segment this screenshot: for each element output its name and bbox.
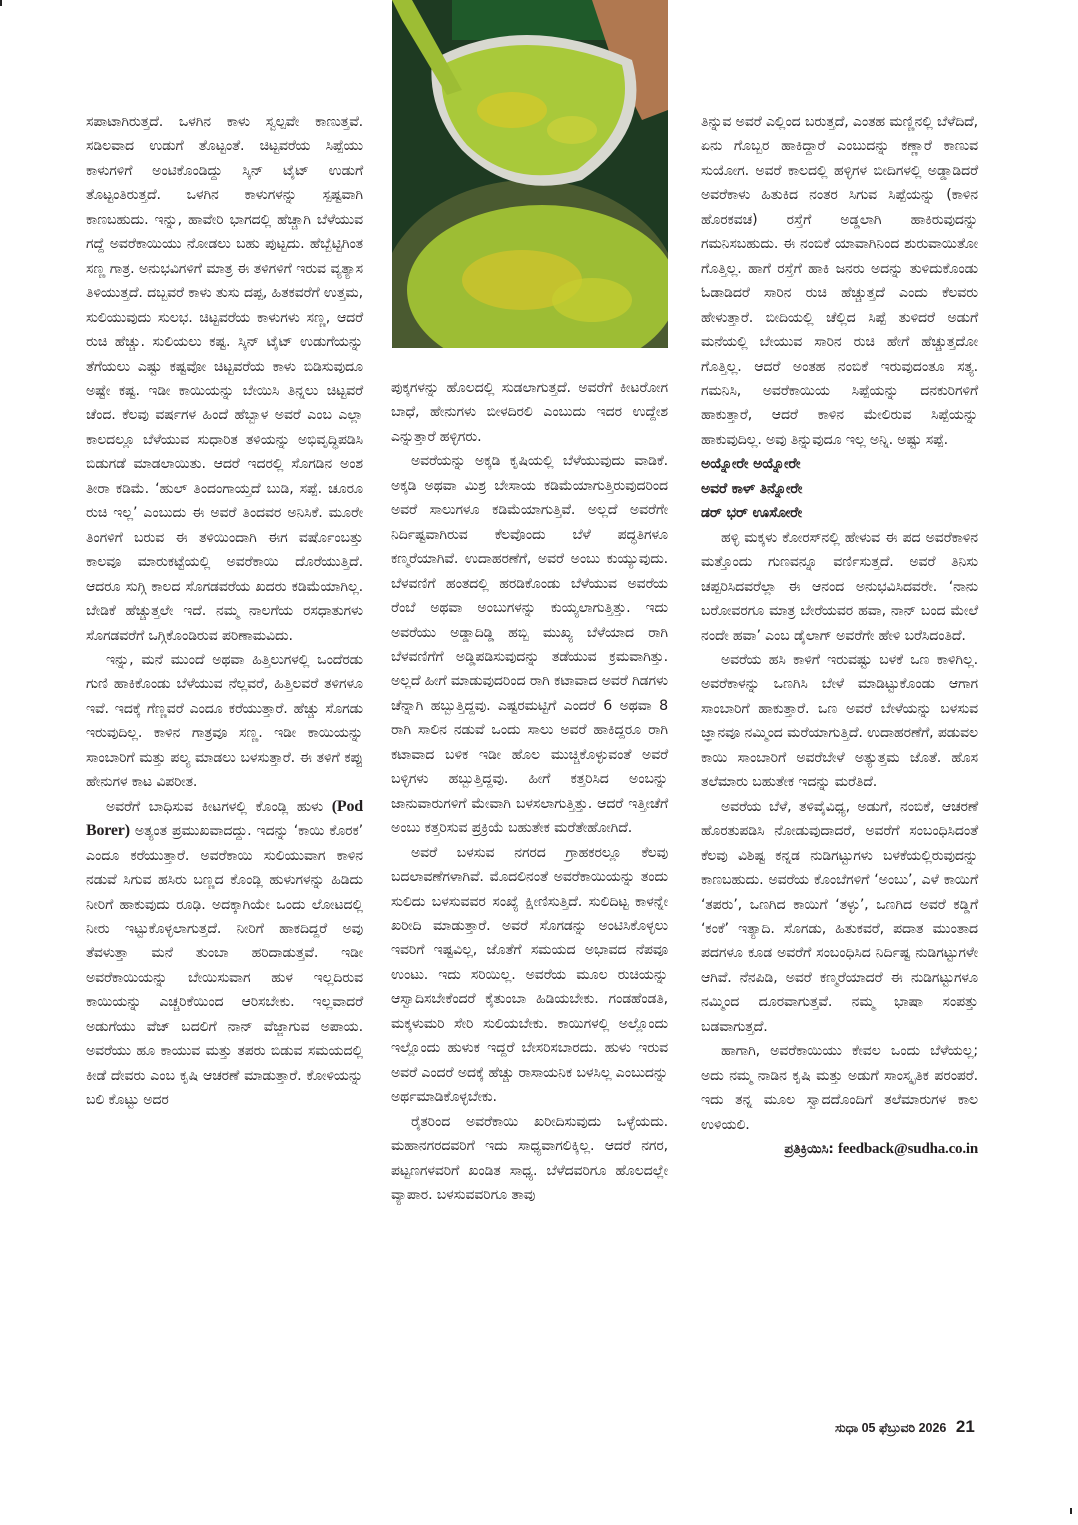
paragraph: ರೈತರಿಂದ ಅವರೆಕಾಯಿ ಖರೀದಿಸುವುದು ಒಳ್ಳೆಯದು. ಮಹಾನಗರದವರಿಗೆ ಇದು ಸಾಧ್ಯವಾಗಲಿಕ್ಕಿಲ್ಲ. ಆದರೆ ನಗರ, ಪಟ್ಟಣಗಳವರಿಗೆ ಖಂಡಿತ ಸಾಧ್ಯ. ಬೆಳೆದವರಿಗೂ ಹೊಲದಲ್ಲೇ ವ್ಯಾಪಾರ. ಬಳಸುವವರಿಗೂ ತಾವು: [391, 1113, 668, 1203]
article-column-2: [391, 376, 668, 1207]
verse-line: ಅಯ್ನೋರೇ ಅಯ್ನೋರೇ: [701, 456, 801, 473]
latin-term: (Pod Borer): [86, 797, 363, 840]
paragraph: ಸಪಾಟಾಗಿರುತ್ತದೆ. ಒಳಗಿನ ಕಾಳು ಸ್ವಲ್ಪವೇ ಕಾಣುತ್ತವೆ. ಸಡಿಲವಾದ ಉಡುಗೆ ತೊಟ್ಟಂತೆ. ಚಿಟ್ಟವರೆಯ ಸಿಪ್ಪೆಯು ಕಾಳುಗಳಿಗೆ ಅಂಟಿಕೊಂಡಿದ್ದು ಸ್ಕಿನ್ ಟೈಟ್ ಉಡುಗೆ ತೊಟ್ಟಂತಿರುತ್ತದೆ. ಒಳಗಿನ ಕಾಳುಗಳನ್ನು ಸ್ಪಷ್ಟವಾಗಿ ಕಾಣಬಹುದು. ಇನ್ನು, ಹಾವೇರಿ ಭಾಗದಲ್ಲಿ ಹೆಚ್ಚಾಗಿ ಬೆಳೆಯುವ ಗದ್ದೆ ಅವರೆಕಾಯಿಯು ನೋಡಲು ಬಹು ಪುಟ್ಟದು. ಹೆಬ್ಬೆಟ್ಟಿಗಿಂತ ಸಣ್ಣ ಗಾತ್ರ. ಅನುಭವಿಗಳಿಗೆ ಮಾತ್ರ ಈ ತಳಿಗಳಿಗೆ ಇರುವ ವ್ಯತ್ಯಾಸ ತಿಳಿಯುತ್ತದೆ. ದಬ್ಬವರೆ ಕಾಳು ತುಸು ದಪ್ಪ, ಹಿತಕವರೆಗೆ ಉತ್ತಮ, ಸುಲಿಯುವುದು ಸುಲಭ. ಚಿಟ್ಟವರೆಯ ಕಾಳುಗಳು ಸಣ್ಣ, ಆದರೆ ರುಚಿ ಹೆಚ್ಚು. ಸುಲಿಯಲು ಕಷ್ಟ. ಸ್ಕಿನ್ ಟೈಟ್ ಉಡುಗೆಯನ್ನು ತೆಗೆಯಲು ಎಷ್ಟು ಕಷ್ಟವೋ ಚಿಟ್ಟವರೆಯ ಕಾಳು ಬಿಡಿಸುವುದೂ ಅಷ್ಟೇ ಕಷ್ಟ. ಇಡೀ ಕಾಯಿಯನ್ನು ಬೇಯಿಸಿ ತಿನ್ನಲು ಚಿಟ್ಟವರೆ ಚೆಂದ. ಕೆಲವು ವರ್ಷಗಳ ಹಿಂದೆ ಹೆಬ್ಬಾಳ ಅವರೆ ಎಂಬ ಎಲ್ಲಾ ಕಾಲದಲ್ಲೂ ಬೆಳೆಯುವ ಸುಧಾರಿತ ತಳಿಯನ್ನು ಅಭಿವೃದ್ಧಿಪಡಿಸಿ ಬಿಡುಗಡೆ ಮಾಡಲಾಯಿತು. ಆದರೆ ಇದರಲ್ಲಿ ಸೊಗಡಿನ ಅಂಶ ತೀರಾ ಕಡಿಮೆ. ‘ಹುಲ್ ತಿಂದಂಗಾಯ್ತದೆ ಬುಡಿ, ಸಪ್ಪೆ. ಚೂರೂ ರುಚಿ ಇಲ್ಲ’ ಎಂಬುದು ಈ ಅವರೆ ತಿಂದವರ ಅನಿಸಿಕೆ. ಮೂರೇ ತಿಂಗಳಿಗೆ ಬರುವ ಈ ತಳಿಯಿಂದಾಗಿ ಈಗ ವರ್ಷೊಂಬತ್ತು ಕಾಲವೂ ಮಾರುಕಟ್ಟೆಯಲ್ಲಿ ಅವರೆಕಾಯಿ ದೊರೆಯುತ್ತಿದೆ. ಆದರೂ ಸುಗ್ಗಿ ಕಾಲದ ಸೊಗಡವರೆಯ ಖದರು ಕಡಿಮೆಯಾಗಿಲ್ಲ. ಬೇಡಿಕೆ ಹೆಚ್ಚುತ್ತಲೇ ಇದೆ. ನಮ್ಮ ನಾಲಗೆಯ ರಸಧಾತುಗಳು ಸೊಗಡವರೆಗೆ ಒಗ್ಗಿಕೊಂಡಿರುವ ಪರಿಣಾಮವಿದು.: [86, 114, 363, 644]
paragraph: [86, 795, 363, 1113]
paragraph: ತಿನ್ನುವ ಅವರೆ ಎಲ್ಲಿಂದ ಬರುತ್ತದೆ, ಎಂತಹ ಮಣ್ಣಿನಲ್ಲಿ ಬೆಳೆದಿದೆ, ಏನು ಗೊಬ್ಬರ ಹಾಕಿದ್ದಾರೆ ಎಂಬುದನ್ನು ಕಣ್ಣಾರೆ ಕಾಣುವ ಸುಯೋಗ. ಅವರೆ ಕಾಲದಲ್ಲಿ ಹಳ್ಳಿಗಳ ಬೀದಿಗಳಲ್ಲಿ ಅಡ್ಡಾಡಿದರೆ ಅವರೆಕಾಳು ಹಿತುಕಿದ ನಂತರ ಸಿಗುವ ಸಿಪ್ಪೆಯನ್ನು (ಕಾಳಿನ ಹೊರಕವಚ) ರಸ್ತೆಗೆ ಅಡ್ಡಲಾಗಿ ಹಾಕಿರುವುದನ್ನು ಗಮನಿಸಬಹುದು. ಈ ನಂಬಿಕೆ ಯಾವಾಗಿನಿಂದ ಶುರುವಾಯಿತೋ ಗೊತ್ತಿಲ್ಲ. ಹಾಗೆ ರಸ್ತೆಗೆ ಹಾಕಿ ಜನರು ಅದನ್ನು ತುಳಿದುಕೊಂಡು ಓಡಾಡಿದರೆ ಸಾರಿನ ರುಚಿ ಹೆಚ್ಚುತ್ತದೆ ಎಂದು ಕೆಲವರು ಹೇಳುತ್ತಾರೆ. ಬೀದಿಯಲ್ಲಿ ಚೆಲ್ಲಿದ ಸಿಪ್ಪೆ ತುಳಿದರೆ ಅಡುಗೆ ಮನೆಯಲ್ಲಿ ಬೇಯುವ ಸಾರಿನ ರುಚಿ ಹೇಗೆ ಹೆಚ್ಚುತ್ತದೋ ಗೊತ್ತಿಲ್ಲ. ಆದರೆ ಅಂತಹ ನಂಬಿಕೆ ಇರುವುದಂತೂ ಸತ್ಯ. ಗಮನಿಸಿ, ಅವರೆಕಾಯಿಯ ಸಿಪ್ಪೆಯನ್ನು ದನಕುರಿಗಳಿಗೆ ಹಾಕುತ್ತಾರೆ, ಆದರೆ ಕಾಳಿನ ಮೇಲಿರುವ ಸಿಪ್ಪೆಯನ್ನು ಹಾಕುವುದಿಲ್ಲ. ಅವು ತಿನ್ನುವುದೂ ಇಲ್ಲ ಅನ್ನಿ. ಅಷ್ಟು ಸಪ್ಪೆ.: [701, 114, 978, 448]
paragraph: ಅವರೆಯನ್ನು ಅಕ್ಕಡಿ ಕೃಷಿಯಲ್ಲಿ ಬೆಳೆಯುವುದು ವಾಡಿಕೆ. ಅಕ್ಕಡಿ ಅಥವಾ ಮಿಶ್ರ ಬೇಸಾಯ ಕಡಿಮೆಯಾಗುತ್ತಿರುವುದರಿಂದ ಅವರೆ ಸಾಲುಗಳೂ ಕಡಿಮೆಯಾಗುತ್ತಿವೆ. ಅಲ್ಲದೆ ಅವರೆಗೇ ನಿರ್ದಿಷ್ಟವಾಗಿರುವ ಕೆಲವೊಂದು ಬೆಳೆ ಪದ್ಧತಿಗಳೂ ಕಣ್ಮರೆಯಾಗಿವೆ. ಉದಾಹರಣೆಗೆ, ಅವರೆ ಅಂಬು ಕುಯ್ಯುವುದು. ಬೆಳವಣಿಗೆ ಹಂತದಲ್ಲಿ ಹರಡಿಕೊಂಡು ಬೆಳೆಯುವ ಅವರೆಯ ರೆಂಬೆ ಅಥವಾ ಅಂಬುಗಳನ್ನು ಕುಯ್ಯಲಾಗುತ್ತಿತ್ತು. ಇದು ಅವರೆಯು ಅಡ್ಡಾದಿಡ್ಡಿ ಹಬ್ಬಿ ಮುಖ್ಯ ಬೆಳೆಯಾದ ರಾಗಿ ಬೆಳವಣಿಗೆಗೆ ಅಡ್ಡಿಪಡಿಸುವುದನ್ನು ತಡೆಯುವ ಕ್ರಮವಾಗಿತ್ತು. ಅಲ್ಲದೆ ಹೀಗೆ ಮಾಡುವುದರಿಂದ ರಾಗಿ ಕಟಾವಾದ ಅವರೆ ಗಿಡಗಳು ಚೆನ್ನಾಗಿ ಹಬ್ಬುತ್ತಿದ್ದವು. ಎಷ್ಟರಮಟ್ಟಿಗೆ ಎಂದರೆ 6 ಅಥವಾ 8 ರಾಗಿ ಸಾಲಿನ ನಡುವೆ ಒಂದು ಸಾಲು ಅವರೆ ಹಾಕಿದ್ದರೂ ರಾಗಿ ಕಟಾವಾದ ಬಳಿಕ ಇಡೀ ಹೊಲ ಮುಚ್ಚಿಕೊಳ್ಳುವಂತೆ ಅವರೆ ಬಳ್ಳಿಗಳು ಹಬ್ಬುತ್ತಿದ್ದವು. ಹೀಗೆ ಕತ್ತರಿಸಿದ ಅಂಬನ್ನು ಜಾನುವಾರುಗಳಿಗೆ ಮೇವಾಗಿ ಬಳಸಲಾಗುತ್ತಿತ್ತು. ಆದರೆ ಇತ್ತೀಚೆಗೆ ಅಂಬು ಕತ್ತರಿಸುವ ಪ್ರಕ್ರಿಯೆ ಬಹುತೇಕ ಮರೆತೇಹೋಗಿದೆ.: [391, 453, 668, 837]
issue-date: 05 ಫೆಬ್ರುವರಿ 2026: [861, 1421, 947, 1435]
verse-line: ಅವರೆ ಕಾಳ್ ತಿನ್ನೋರೇ: [701, 480, 803, 497]
crop-mark: [1070, 1508, 1072, 1514]
magazine-name: ಸುಧಾ: [835, 1421, 859, 1435]
page-folio: [835, 1417, 975, 1437]
paragraph: ಪುಕ್ಕಗಳನ್ನು ಹೊಲದಲ್ಲಿ ಸುಡಲಾಗುತ್ತದೆ. ಅವರೆಗೆ ಕೀಟರೋಗ ಬಾಧೆ, ಹೇನುಗಳು ಬೀಳದಿರಲಿ ಎಂಬುದು ಇದರ ಉದ್ದೇಶ ಎನ್ನುತ್ತಾರೆ ಹಳ್ಳಿಗರು.: [391, 380, 668, 445]
verse-line: ಡರ್ ಭರ್ ಊಸೋರೇ: [701, 505, 803, 522]
paragraph-text: ಅವರೆಗೆ ಬಾಧಿಸುವ ಕೀಟಗಳಲ್ಲಿ ಕೊಂಡ್ಲಿ ಹುಳು: [106, 798, 332, 815]
paragraph: ಅವರೆಯ ಬೆಳೆ, ತಳಿವೈವಿಧ್ಯ, ಅಡುಗೆ, ನಂಬಿಕೆ, ಆಚರಣೆ ಹೊರತುಪಡಿಸಿ ನೋಡುವುದಾದರೆ, ಅವರೆಗೆ ಸಂಬಂಧಿಸಿದಂತೆ ಕೆಲವು ವಿಶಿಷ್ಟ ಕನ್ನಡ ನುಡಿಗಟ್ಟುಗಳು ಬಳಕೆಯಲ್ಲಿರುವುದನ್ನು ಕಾಣಬಹುದು. ಅವರೆಯ ಕೊಂಬೆಗಳಿಗೆ ‘ಅಂಬು’, ಎಳೆ ಕಾಯಿಗೆ ‘ತಪರು’, ಒಣಗಿದ ಕಾಯಿಗೆ ‘ತಳ್ಳು’, ಒಣಗಿದ ಅವರೆ ಕಡ್ಡಿಗೆ ‘ಕಂಕೆ’ ಇತ್ಯಾದಿ. ಸೊಗಡು, ಹಿತುಕವರೆ, ಪದಾತ ಮುಂತಾದ ಪದಗಳೂ ಕೂಡ ಅವರೆಗೆ ಸಂಬಂಧಿಸಿದ ನಿರ್ದಿಷ್ಟ ನುಡಿಗಟ್ಟುಗಳೇ ಆಗಿವೆ. ನೆನಪಿಡಿ, ಅವರೆ ಕಣ್ಮರೆಯಾದರೆ ಈ ನುಡಿಗಟ್ಟುಗಳೂ ನಮ್ಮಿಂದ ದೂರವಾಗುತ್ತವೆ. ನಮ್ಮ ಭಾಷಾ ಸಂಪತ್ತು ಬಡವಾಗುತ್ತದೆ.: [701, 798, 978, 1035]
article-photo-avarekalu: [392, 0, 668, 352]
feedback-line: [701, 1137, 978, 1161]
paragraph-text: ಅತ್ಯಂತ ಪ್ರಮುಖವಾದದ್ದು. ಇದನ್ನು ‘ಕಾಯಿ ಕೊರಕ’ ಎಂದೂ ಕರೆಯುತ್ತಾರೆ. ಅವರೆಕಾಯಿ ಸುಲಿಯುವಾಗ ಕಾಳಿನ ನಡುವೆ ಸಿಗುವ ಹಸಿರು ಬಣ್ಣದ ಕೊಂಡ್ಲಿ ಹುಳುಗಳನ್ನು ಹಿಡಿದು ನೀರಿಗೆ ಹಾಕುವುದು ರೂಢಿ. ಅದಕ್ಕಾಗಿಯೇ ಒಂದು ಲೋಟದಲ್ಲಿ ನೀರು ಇಟ್ಟುಕೊಳ್ಳಲಾಗುತ್ತದೆ. ನೀರಿಗೆ ಹಾಕದಿದ್ದರೆ ಅವು ತೆವಳುತ್ತಾ ಮನೆ ತುಂಬಾ ಹರಿದಾಡುತ್ತವೆ. ಇಡೀ ಅವರೆಕಾಯಿಯನ್ನು ಬೇಯಿಸುವಾಗ ಹುಳ ಇಲ್ಲದಿರುವ ಕಾಯಿಯನ್ನು ಎಚ್ಚರಿಕೆಯಿಂದ ಆರಿಸಬೇಕು. ಇಲ್ಲವಾದರೆ ಅಡುಗೆಯು ವೆಜ್ ಬದಲಿಗೆ ನಾನ್ ವೆಜ್ಜಾಗುವ ಅಪಾಯ. ಅವರೆಯು ಹೂ ಕಾಯುವ ಮತ್ತು ತಪರು ಬಿಡುವ ಸಮಯದಲ್ಲಿ ಕೀಡೆ ದೇವರು ಎಂಬ ಕೃಷಿ ಆಚರಣೆ ಮಾಡುತ್ತಾರೆ. ಕೋಳಿಯನ್ನು ಬಲಿ ಕೊಟ್ಟು ಅದರ: [86, 823, 363, 1109]
paragraph: ಅವರೆ ಬಳಸುವ ನಗರದ ಗ್ರಾಹಕರಲ್ಲೂ ಕೆಲವು ಬದಲಾವಣೆಗಳಾಗಿವೆ. ಮೊದಲಿನಂತೆ ಅವರೆಕಾಯಿಯನ್ನು ತಂದು ಸುಲಿದು ಬಳಸುವವರ ಸಂಖ್ಯೆ ಕ್ಷೀಣಿಸುತ್ತಿದೆ. ಸುಲಿದಿಟ್ಟ ಕಾಳನ್ನೇ ಖರೀದಿ ಮಾಡುತ್ತಾರೆ. ಅವರೆ ಸೊಗಡನ್ನು ಅಂಟಿಸಿಕೊಳ್ಳಲು ಇವರಿಗೆ ಇಷ್ಟವಿಲ್ಲ, ಜೊತೆಗೆ ಸಮಯದ ಅಭಾವದ ನೆಪವೂ ಉಂಟು. ಇದು ಸರಿಯಿಲ್ಲ. ಅವರೆಯ ಮೂಲ ರುಚಿಯನ್ನು ಆಸ್ವಾದಿಸಬೇಕೆಂದರೆ ಕೈತುಂಬಾ ಹಿಡಿಯಬೇಕು. ಗಂಡಹೆಂಡತಿ, ಮಕ್ಕಳುಮರಿ ಸೇರಿ ಸುಲಿಯಬೇಕು. ಕಾಯಿಗಳಲ್ಲಿ ಅಲ್ಲೊಂದು ಇಲ್ಲೊಂದು ಹುಳುಕ ಇದ್ದರೆ ಬೇಸರಿಸಬಾರದು. ಹುಳು ಇರುವ ಅವರೆ ಎಂದರೆ ಅದಕ್ಕೆ ಹೆಚ್ಚು ರಾಸಾಯನಿಕ ಬಳಸಿಲ್ಲ ಎಂಬುದನ್ನು ಅರ್ಥಮಾಡಿಕೊಳ್ಳಬೇಕು.: [391, 844, 668, 1106]
article-column-3: [701, 110, 978, 1161]
paragraph: ಅವರೆಯ ಹಸಿ ಕಾಳಿಗೆ ಇರುವಷ್ಟು ಬಳಕೆ ಒಣ ಕಾಳಿಗಿಲ್ಲ. ಅವರೆಕಾಳನ್ನು ಒಣಗಿಸಿ ಬೇಳೆ ಮಾಡಿಟ್ಟುಕೊಂಡು ಆಗಾಗ ಸಾಂಬಾರಿಗೆ ಹಾಕುತ್ತಾರೆ. ಒಣ ಅವರೆ ಬೇಳೆಯನ್ನು ಬಳಸುವ ಜ್ಞಾನವೂ ನಮ್ಮಿಂದ ಮರೆಯಾಗುತ್ತಿದೆ. ಉದಾಹರಣೆಗೆ, ಪಡುವಲ ಕಾಯಿ ಸಾಂಬಾರಿಗೆ ಅವರೆಬೇಳೆ ಅತ್ಯುತ್ತಮ ಜೊತೆ. ಹೊಸ ತಲೆಮಾರು ಬಹುತೇಕ ಇದನ್ನು ಮರೆತಿದೆ.: [701, 651, 978, 791]
page-number: 21: [955, 1417, 975, 1436]
feedback-label: ಪ್ರತಿಕ್ರಿಯಿಸಿ:: [784, 1141, 834, 1158]
paragraph: ಇನ್ನು, ಮನೆ ಮುಂದೆ ಅಥವಾ ಹಿತ್ತಿಲುಗಳಲ್ಲಿ ಒಂದೆರಡು ಗುಣಿ ಹಾಕಿಕೊಂಡು ಬೆಳೆಯುವ ನೆಲ್ಲವರೆ, ಹಿತ್ತಿಲವರೆ ತಳಿಗಳೂ ಇವೆ. ಇದಕ್ಕೆ ಗೆಣ್ಣವರೆ ಎಂದೂ ಕರೆಯುತ್ತಾರೆ. ಹೆಚ್ಚು ಸೊಗಡು ಇರುವುದಿಲ್ಲ. ಕಾಳಿನ ಗಾತ್ರವೂ ಸಣ್ಣ. ಇಡೀ ಕಾಯಿಯನ್ನು ಸಾಂಬಾರಿಗೆ ಮತ್ತು ಪಲ್ಯ ಮಾಡಲು ಬಳಸುತ್ತಾರೆ. ಈ ತಳಿಗೆ ಕಪ್ಪು ಹೇನುಗಳ ಕಾಟ ವಿಪರೀತ.: [86, 651, 363, 791]
crop-mark: [0, 0, 2, 6]
photo-illustration: [392, 0, 668, 352]
paragraph: ಹಾಗಾಗಿ, ಅವರೆಕಾಯಿಯು ಕೇವಲ ಒಂದು ಬೆಳೆಯಲ್ಲ; ಅದು ನಮ್ಮ ನಾಡಿನ ಕೃಷಿ ಮತ್ತು ಅಡುಗೆ ಸಾಂಸ್ಕೃತಿಕ ಪರಂಪರೆ. ಇದು ತನ್ನ ಮೂಲ ಸ್ವಾದದೊಂದಿಗೆ ತಲೆಮಾರುಗಳ ಕಾಲ ಉಳಿಯಲಿ.: [701, 1043, 978, 1133]
feedback-email-link[interactable]: feedback@sudha.co.in: [838, 1141, 978, 1158]
article-column-1: [86, 110, 363, 1113]
paragraph: ಹಳ್ಳಿ ಮಕ್ಕಳು ಕೋರಸ್‌ನಲ್ಲಿ ಹೇಳುವ ಈ ಪದ ಅವರೆಕಾಳಿನ ಮತ್ತೊಂದು ಗುಣವನ್ನೂ ವರ್ಣಿಸುತ್ತದೆ. ಅವರೆ ತಿನಿಸು ಚಪ್ಪರಿಸಿದವರೆಲ್ಲಾ ಈ ಆನಂದ ಅನುಭವಿಸಿದವರೇ. ‘ನಾನು ಬರೋವರಗೂ ಮಾತ್ರ ಬೇರೆಯವರ ಹವಾ, ನಾನ್ ಬಂದ ಮೇಲೆ ನಂದೇ ಹವಾ’ ಎಂಬ ಡೈಲಾಗ್ ಅವರೆಗೇ ಹೇಳಿ ಬರೆಸಿದಂತಿದೆ.: [701, 529, 978, 644]
